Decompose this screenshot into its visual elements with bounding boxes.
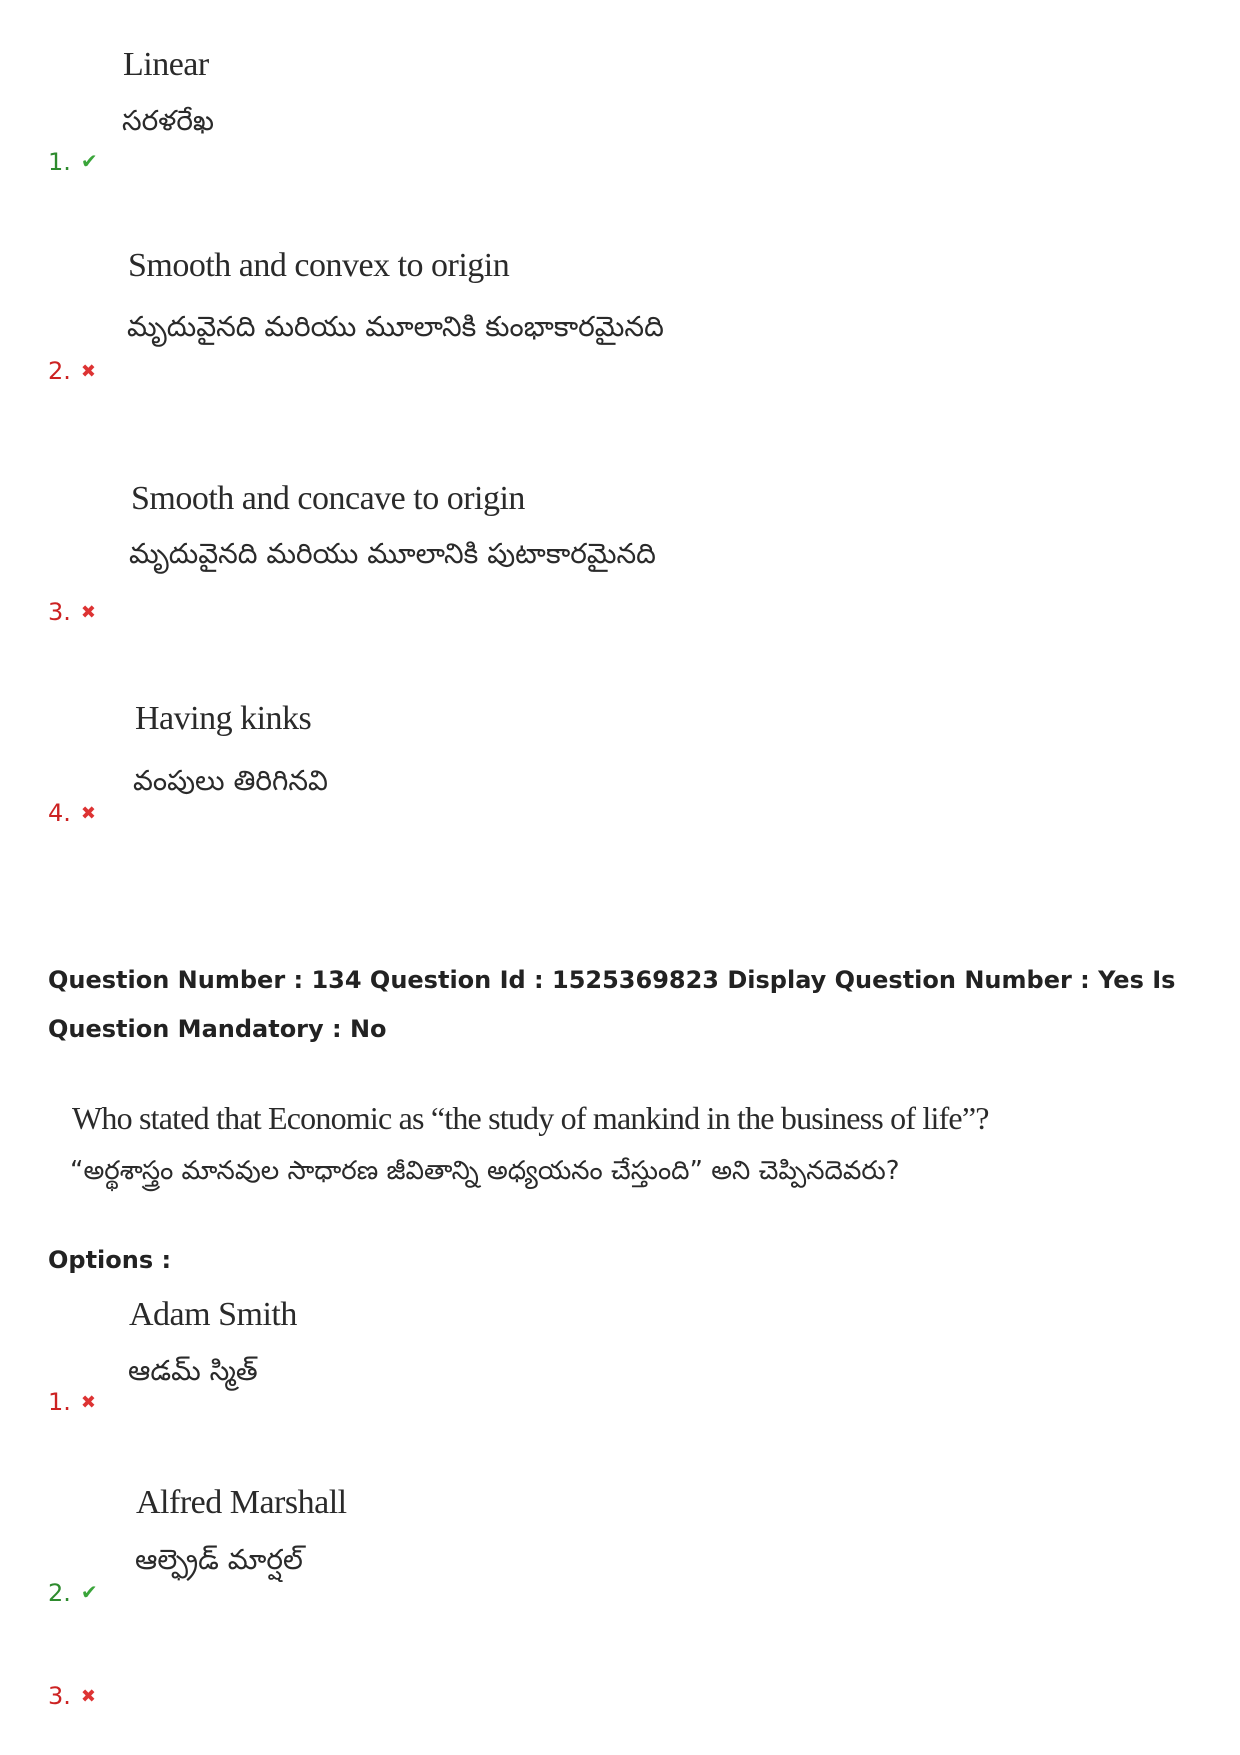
option-text-en: Linear — [123, 46, 209, 83]
option-text-en: Alfred Marshall — [136, 1484, 347, 1521]
cross-icon: ✖ — [80, 1392, 96, 1413]
check-icon: ✔ — [80, 1580, 98, 1604]
option-number: 1. ✔ — [48, 148, 98, 176]
option-text-te: ఆడమ్ స్మిత్ — [128, 1354, 258, 1387]
cross-icon: ✖ — [80, 803, 96, 824]
options-label: Options : — [48, 1246, 172, 1274]
option-number: 2. ✔ — [48, 1579, 98, 1607]
option-number: 3. ✖ — [48, 1682, 96, 1710]
cross-icon: ✖ — [80, 1686, 96, 1707]
option-number: 1. ✖ — [48, 1388, 96, 1416]
check-icon: ✔ — [80, 149, 98, 173]
option-text-en: Smooth and concave to origin — [131, 480, 525, 517]
cross-icon: ✖ — [80, 602, 96, 623]
question-meta: Question Number : 134 Question Id : 1525369823 Display Question Number : Yes Is Question Mandatory : No — [48, 966, 1176, 1043]
option-text-te: మృదువైనది మరియు మూలానికి కుంభాకారమైనది — [127, 310, 664, 343]
option-text-te: సరళరేఖ — [122, 104, 215, 137]
question-text-te: “అర్థశాస్త్రం మానవుల సాధారణ జీవితాన్ని అధ్యయనం చేస్తుంది” అని చెప్పినదెవరు? — [70, 1156, 900, 1186]
option-number: 4. ✖ — [48, 799, 96, 827]
option-text-te: మృదువైనది మరియు మూలానికి పుటాకారమైనది — [129, 537, 656, 570]
option-number: 2. ✖ — [48, 357, 96, 385]
option-text-en: Smooth and convex to origin — [128, 247, 510, 284]
option-text-te: ఆల్ఫ్రెడ్ మార్షల్ — [135, 1543, 303, 1576]
cross-icon: ✖ — [80, 361, 96, 382]
option-number: 3. ✖ — [48, 598, 96, 626]
question-text-en: Who stated that Economic as “the study of mankind in the business of life”? — [72, 1100, 989, 1136]
option-text-te: వంపులు తిరిగినవి — [133, 764, 328, 797]
option-text-en: Having kinks — [135, 700, 312, 737]
option-text-en: Adam Smith — [129, 1296, 297, 1333]
